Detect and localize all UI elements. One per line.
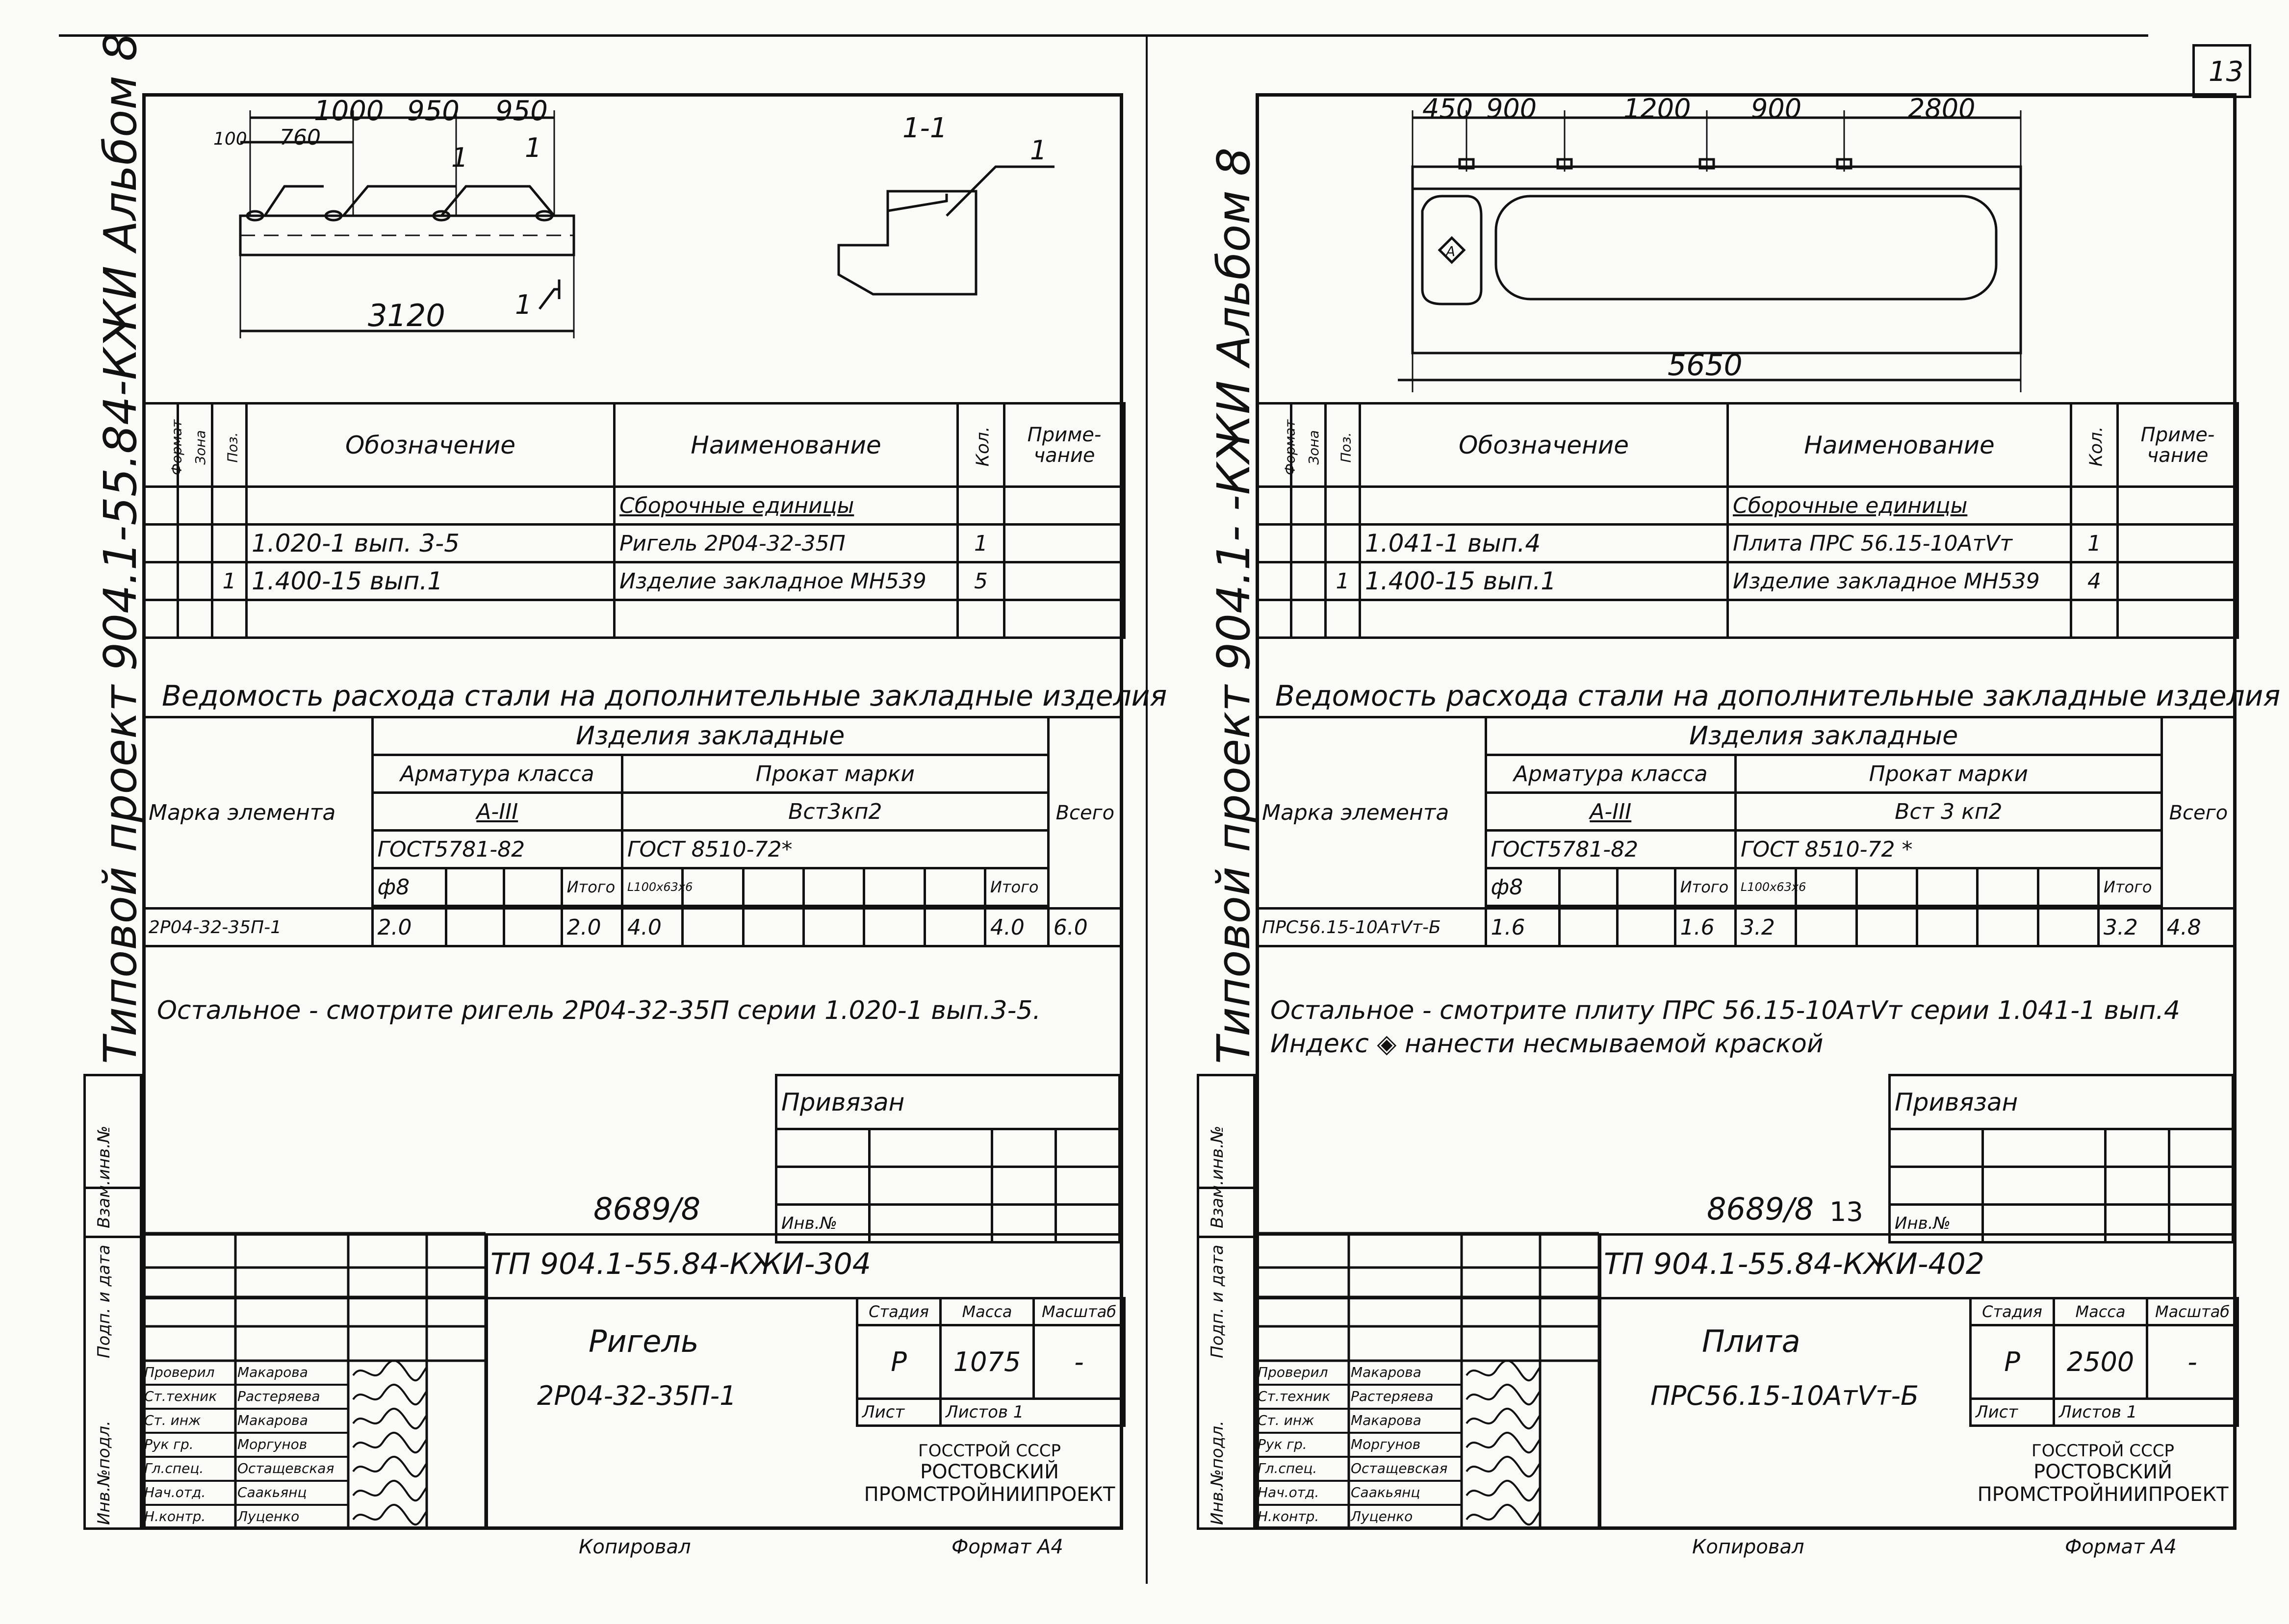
signature-scribble	[353, 1505, 427, 1524]
callout-d: 1	[1030, 135, 1047, 166]
steel-row-empty	[803, 909, 864, 946]
dim-5: 760	[280, 125, 321, 150]
slab-outline	[1413, 167, 2021, 353]
steel-row-empty	[1796, 909, 1856, 946]
steel-row-mark: 2Р04-32-35П-1	[144, 909, 373, 946]
spec-pos	[212, 600, 247, 638]
signature-scribble	[353, 1457, 427, 1476]
spec-qty: 4	[2071, 562, 2118, 600]
format-label: Формат А4	[952, 1536, 1063, 1558]
signatory-name: Луценко	[1351, 1508, 1413, 1524]
note-line: Остальное - смотрите плиту ПРС 56.15-10АтVт серии 1.041-1 вып.4	[1270, 996, 2180, 1025]
privyazan-table	[775, 1074, 1121, 1243]
signature-scribble	[1466, 1361, 1540, 1380]
steel-sub-d8: ф8	[1486, 868, 1559, 906]
spec-designation: 1.400-15 вып.1	[247, 562, 615, 600]
spec-name	[615, 600, 958, 638]
album-label: Типовой проект 904.1-55.84-КЖИ Альбом 8	[94, 32, 147, 1064]
title-line2: 2Р04-32-35П-1	[537, 1380, 737, 1411]
signature-scribble	[353, 1481, 427, 1500]
drawing-area	[152, 95, 1113, 402]
steel-sub-empty	[864, 868, 925, 906]
side-stamp-divider	[1197, 1236, 1256, 1238]
steel-row-empty	[1617, 909, 1675, 946]
steel-row-d8: 1.6	[1486, 909, 1559, 946]
steel-sub-itogo2: Итого	[985, 868, 1048, 906]
org-line: ГОССТРОЙ СССР	[2032, 1441, 2174, 1461]
signatory-name: Моргунов	[237, 1436, 308, 1452]
spec-qty	[958, 600, 1004, 638]
steel-row-itogo2: 4.0	[985, 909, 1048, 946]
spec-format	[144, 600, 178, 638]
spec-name: Изделие закладное МН539	[1728, 562, 2071, 600]
drawing-code-extra: 13	[1829, 1196, 1863, 1227]
spec-format	[1257, 562, 1291, 600]
spec-zone	[178, 487, 212, 525]
signatory-name: Растеряева	[237, 1388, 320, 1404]
spec-header-format: Формат	[1257, 404, 1291, 487]
steel-row-itogo2: 3.2	[2098, 909, 2161, 946]
signatory-name: Луценко	[237, 1508, 300, 1524]
scale-label: Масштаб	[2147, 1298, 2238, 1325]
steel-rolled-grade: Вст 3 кп2	[1735, 793, 2161, 831]
note-line: Индекс ◈ нанести несмываемой краской	[1270, 1029, 1824, 1059]
signatory-role: Рук гр.	[1258, 1436, 1307, 1452]
spec-note	[1004, 487, 1125, 525]
stage-table	[856, 1297, 1126, 1427]
dim-top: 900	[1486, 93, 1537, 124]
drawing-svg	[1265, 93, 2227, 402]
title-line1: Плита	[1702, 1323, 1800, 1359]
privyazan-label: Привязан	[776, 1075, 1120, 1129]
org-line: РОСТОВСКИЙ	[920, 1461, 1059, 1484]
copied-by: Копировал	[1692, 1536, 1804, 1558]
steel-row-empty	[925, 909, 985, 946]
mass-value: 1075	[941, 1325, 1034, 1399]
signature-grid	[142, 1233, 486, 1530]
stage-table	[1969, 1297, 2239, 1427]
side-cell-sign: Подп. и дата	[94, 1244, 114, 1358]
title-line2: ПРС56.15-10АтVт-Б	[1650, 1380, 1919, 1411]
signatory-name: Макарова	[237, 1364, 308, 1380]
org-line: ГОССТРОЙ СССР	[918, 1441, 1061, 1461]
note-line: Остальное - смотрите ригель 2Р04-32-35П серии 1.020-1 вып.3-5.	[157, 996, 1041, 1025]
spec-header-qty: Кол.	[2071, 404, 2118, 487]
spec-pos: 1	[1326, 562, 1360, 600]
title-block-divider	[1599, 1233, 1601, 1530]
steel-sub-itogo: Итого	[1675, 868, 1735, 906]
spec-row	[1257, 487, 2238, 525]
spec-qty: 5	[958, 562, 1004, 600]
lists-label: Листов 1	[2054, 1399, 2238, 1426]
steel-rebar-class: Арматура класса	[372, 755, 622, 793]
steel-sub-empty	[1617, 868, 1675, 906]
steel-sub-empty	[1856, 868, 1917, 906]
signature-scribble	[353, 1361, 427, 1380]
callout-c: 1	[515, 289, 532, 320]
spec-row	[144, 487, 1125, 525]
spec-header-row	[144, 404, 1125, 487]
spec-name: Плита ПРС 56.15-10АтVт	[1728, 525, 2071, 562]
steel-row-empty	[864, 909, 925, 946]
stage-value: Р	[1971, 1325, 2054, 1399]
org-line: РОСТОВСКИЙ	[2033, 1461, 2173, 1484]
sheet-right	[1113, 0, 2281, 1624]
signatory-name: Остащевская	[1351, 1460, 1448, 1476]
doc-number: ТП 904.1-55.84-КЖИ-304	[490, 1247, 871, 1281]
spec-row	[1257, 525, 2238, 562]
steel-title: Ведомость расхода стали на дополнительные закладные изделия	[162, 679, 1167, 712]
steel-sub-empty	[446, 868, 504, 906]
dim-length: 3120	[368, 298, 445, 333]
spec-zone	[178, 562, 212, 600]
signatory-role: Н.контр.	[144, 1508, 206, 1524]
steel-rolled-gost: ГОСТ 8510-72 *	[1735, 831, 2161, 868]
spec-designation	[1360, 487, 1728, 525]
steel-group: Изделия закладные	[1486, 717, 2161, 755]
scale-label: Масштаб	[1034, 1298, 1125, 1325]
steel-row-angle: 4.0	[622, 909, 682, 946]
callout-a: 1	[525, 132, 542, 163]
spec-name: Изделие закладное МН539	[615, 562, 958, 600]
signature-scribble	[1466, 1385, 1540, 1404]
steel-row-d8: 2.0	[372, 909, 446, 946]
index-marker-letter: А	[1446, 243, 1456, 259]
steel-row-empty	[1917, 909, 1977, 946]
spec-zone	[1291, 487, 1326, 525]
spec-qty	[958, 487, 1004, 525]
side-stamp-divider	[83, 1236, 142, 1238]
signature-scribble	[1466, 1505, 1540, 1524]
steel-row-empty	[446, 909, 504, 946]
drawing-code: 8689/8	[1707, 1191, 1814, 1227]
steel-row-empty	[504, 909, 562, 946]
dim-3: 950	[495, 95, 548, 127]
signatory-role: Гл.спец.	[144, 1460, 204, 1476]
spec-qty: 1	[958, 525, 1004, 562]
spec-note	[1004, 525, 1125, 562]
drawing-area	[1265, 93, 2227, 402]
drawing-svg	[152, 95, 1113, 402]
spec-row	[144, 525, 1125, 562]
side-cell-replace: Взам.инв.№	[1208, 1125, 1227, 1228]
side-cell-replace: Взам.инв.№	[94, 1125, 114, 1228]
org-block	[856, 1442, 1123, 1530]
steel-rebar-grade: А-III	[1486, 793, 1735, 831]
signatory-name: Саакьянц	[237, 1484, 307, 1500]
inv-label: Инв.№	[1890, 1205, 1983, 1243]
stage-value: Р	[857, 1325, 941, 1399]
steel-row-empty	[743, 909, 803, 946]
spec-note	[1004, 600, 1125, 638]
spec-zone	[1291, 562, 1326, 600]
doc-number: ТП 904.1-55.84-КЖИ-402	[1604, 1247, 1984, 1281]
drawing-code: 8689/8	[593, 1191, 701, 1227]
spec-row	[1257, 562, 2238, 600]
steel-row-total: 6.0	[1048, 909, 1122, 946]
spec-designation	[247, 600, 615, 638]
spec-designation	[247, 487, 615, 525]
steel-rebar-grade: А-III	[372, 793, 622, 831]
spec-header-row	[1257, 404, 2238, 487]
list-label: Лист	[857, 1399, 941, 1426]
privyazan-table	[1888, 1074, 2234, 1243]
spec-note	[2118, 562, 2238, 600]
spec-name: Сборочные единицы	[1728, 487, 2071, 525]
steel-rolled-label: Прокат марки	[1735, 755, 2161, 793]
page-number: 13	[2209, 56, 2244, 88]
mass-label: Масса	[2054, 1298, 2147, 1325]
spec-pos	[212, 487, 247, 525]
steel-sub-itogo2: Итого	[2098, 868, 2161, 906]
spec-table	[142, 402, 1126, 639]
list-label: Лист	[1971, 1399, 2054, 1426]
dim-1: 1000	[314, 95, 384, 127]
steel-sub-empty	[1917, 868, 1977, 906]
spec-name: Сборочные единицы	[615, 487, 958, 525]
spec-header-zone: Зона	[178, 404, 212, 487]
spec-zone	[1291, 525, 1326, 562]
spec-pos: 1	[212, 562, 247, 600]
dim-4: 100	[213, 129, 247, 149]
spec-header-note: Приме-чание	[1004, 404, 1125, 487]
title-block-divider	[486, 1233, 488, 1530]
steel-table	[1256, 716, 2237, 947]
spec-format	[1257, 525, 1291, 562]
signature-scribble	[353, 1385, 427, 1404]
steel-sub-empty	[743, 868, 803, 906]
steel-table	[142, 716, 1123, 947]
spec-qty: 1	[2071, 525, 2118, 562]
signature-scribble	[1466, 1457, 1540, 1476]
stage-label: Стадия	[857, 1298, 941, 1325]
signatory-name: Моргунов	[1351, 1436, 1421, 1452]
format-label: Формат А4	[2065, 1536, 2177, 1558]
scale-value: -	[1034, 1325, 1125, 1399]
signatory-name: Растеряева	[1351, 1388, 1434, 1404]
spec-pos	[1326, 600, 1360, 638]
spec-header-qty: Кол.	[958, 404, 1004, 487]
spec-format	[1257, 600, 1291, 638]
signatory-name: Остащевская	[237, 1460, 334, 1476]
spec-pos	[1326, 525, 1360, 562]
spec-row	[144, 600, 1125, 638]
section-label: 1-1	[902, 112, 948, 144]
signatory-role: Рук гр.	[144, 1436, 194, 1452]
signature-scribble	[1466, 1481, 1540, 1500]
steel-rolled-grade: Вст3кп2	[622, 793, 1048, 831]
callout-b: 1	[451, 142, 468, 173]
steel-rolled-gost: ГОСТ 8510-72*	[622, 831, 1048, 868]
spec-header-pos: Поз.	[1326, 404, 1360, 487]
side-cell-inv: Инв.№подл.	[94, 1421, 114, 1525]
spec-pos	[1326, 487, 1360, 525]
spec-header-designation: Обозначение	[247, 404, 615, 487]
steel-rebar-gost: ГОСТ5781-82	[372, 831, 622, 868]
spec-note	[1004, 562, 1125, 600]
steel-rolled-label: Прокат марки	[622, 755, 1048, 793]
steel-row-empty	[1856, 909, 1917, 946]
signature-scribble	[353, 1409, 427, 1428]
spec-format	[144, 562, 178, 600]
dim-top: 2800	[1908, 93, 1976, 124]
spec-format	[144, 487, 178, 525]
signatory-role: Нач.отд.	[144, 1484, 206, 1500]
spec-header-name: Наименование	[615, 404, 958, 487]
privyazan-label: Привязан	[1890, 1075, 2233, 1129]
spec-note	[2118, 525, 2238, 562]
mass-label: Масса	[941, 1298, 1034, 1325]
signatory-name: Саакьянц	[1351, 1484, 1420, 1500]
signature-scribble	[353, 1433, 427, 1452]
side-cell-sign: Подп. и дата	[1208, 1244, 1227, 1358]
org-line: ПРОМСТРОЙНИИПРОЕКТ	[864, 1483, 1115, 1506]
steel-sub-angle: L100х63х6	[1735, 868, 1796, 906]
inv-label: Инв.№	[776, 1205, 870, 1243]
steel-row-empty	[683, 909, 743, 946]
slab-opening	[1496, 196, 1996, 299]
dim-top: 1200	[1623, 93, 1691, 124]
spec-pos	[212, 525, 247, 562]
steel-title: Ведомость расхода стали на дополнительные закладные изделия	[1275, 679, 2281, 712]
signatory-role: Ст.техник	[1258, 1388, 1331, 1404]
signatory-name: Макарова	[237, 1412, 308, 1428]
steel-row-itogo1: 2.0	[562, 909, 622, 946]
spec-header-name: Наименование	[1728, 404, 2071, 487]
spec-header-zone: Зона	[1291, 404, 1326, 487]
spec-header-designation: Обозначение	[1360, 404, 1728, 487]
steel-rebar-gost: ГОСТ5781-82	[1486, 831, 1735, 868]
spec-header-pos: Поз.	[212, 404, 247, 487]
spec-row	[1257, 600, 2238, 638]
spec-format	[144, 525, 178, 562]
signatory-role: Нач.отд.	[1258, 1484, 1319, 1500]
signature-scribble	[1466, 1433, 1540, 1452]
steel-rebar-class: Арматура класса	[1486, 755, 1735, 793]
steel-sub-empty	[2038, 868, 2098, 906]
dim-length: 5650	[1668, 348, 1743, 382]
stage-label: Стадия	[1971, 1298, 2054, 1325]
steel-group: Изделия закладные	[372, 717, 1048, 755]
title-line1: Ригель	[589, 1323, 699, 1359]
spec-zone	[1291, 600, 1326, 638]
spec-zone	[178, 525, 212, 562]
steel-row-angle: 3.2	[1735, 909, 1796, 946]
scale-value: -	[2147, 1325, 2238, 1399]
dim-top: 900	[1751, 93, 1802, 124]
spec-header-note: Приме-чание	[2118, 404, 2238, 487]
signatory-name: Макарова	[1351, 1412, 1421, 1428]
spec-qty	[2071, 600, 2118, 638]
org-block	[1969, 1442, 2237, 1530]
spec-designation	[1360, 600, 1728, 638]
spec-header-format: Формат	[144, 404, 178, 487]
spec-name: Ригель 2Р04-32-35П	[615, 525, 958, 562]
spec-format	[1257, 487, 1291, 525]
steel-sub-empty	[1559, 868, 1617, 906]
spec-row	[144, 562, 1125, 600]
spec-designation: 1.041-1 вып.4	[1360, 525, 1728, 562]
steel-sub-empty	[803, 868, 864, 906]
steel-row-itogo1: 1.6	[1675, 909, 1735, 946]
steel-mark-label: Марка элемента	[1257, 717, 1486, 909]
spec-qty	[2071, 487, 2118, 525]
lists-label: Листов 1	[941, 1399, 1125, 1426]
steel-mark-label: Марка элемента	[144, 717, 373, 909]
mass-value: 2500	[2054, 1325, 2147, 1399]
signatory-role: Гл.спец.	[1258, 1460, 1317, 1476]
org-line: ПРОМСТРОЙНИИПРОЕКТ	[1977, 1483, 2229, 1506]
steel-sub-itogo: Итого	[562, 868, 622, 906]
signatory-name: Макарова	[1351, 1364, 1421, 1380]
steel-row-total: 4.8	[2161, 909, 2235, 946]
steel-row-empty	[2038, 909, 2098, 946]
signature-grid	[1256, 1233, 1599, 1530]
signatory-role: Ст. инж	[144, 1412, 201, 1428]
signatory-role: Ст. инж	[1258, 1412, 1314, 1428]
spec-table	[1256, 402, 2239, 639]
spec-name	[1728, 600, 2071, 638]
side-cell-inv: Инв.№подл.	[1208, 1421, 1227, 1525]
spec-zone	[178, 600, 212, 638]
signatory-role: Проверил	[1258, 1364, 1328, 1380]
steel-sub-empty	[1978, 868, 2038, 906]
steel-sub-d8: ф8	[372, 868, 446, 906]
dim-2: 950	[407, 95, 460, 127]
steel-row-empty	[1559, 909, 1617, 946]
dim-top: 450	[1422, 93, 1473, 124]
spec-note	[2118, 600, 2238, 638]
spec-designation: 1.020-1 вып. 3-5	[247, 525, 615, 562]
signatory-role: Проверил	[144, 1364, 215, 1380]
steel-total-label: Всего	[1048, 717, 1122, 909]
steel-sub-empty	[504, 868, 562, 906]
album-label: Типовой проект 904.1- -КЖИ Альбом 8	[1208, 147, 1260, 1064]
signatory-role: Н.контр.	[1258, 1508, 1319, 1524]
copied-by: Копировал	[579, 1536, 691, 1558]
steel-row-mark: ПРС56.15-10АтVт-Б	[1257, 909, 1486, 946]
signature-scribble	[1466, 1409, 1540, 1428]
signatory-role: Ст.техник	[144, 1388, 217, 1404]
spec-note	[2118, 487, 2238, 525]
steel-total-label: Всего	[2161, 717, 2235, 909]
steel-sub-angle: L100х63х6	[622, 868, 682, 906]
steel-row-empty	[1978, 909, 2038, 946]
spec-designation: 1.400-15 вып.1	[1360, 562, 1728, 600]
steel-sub-empty	[925, 868, 985, 906]
